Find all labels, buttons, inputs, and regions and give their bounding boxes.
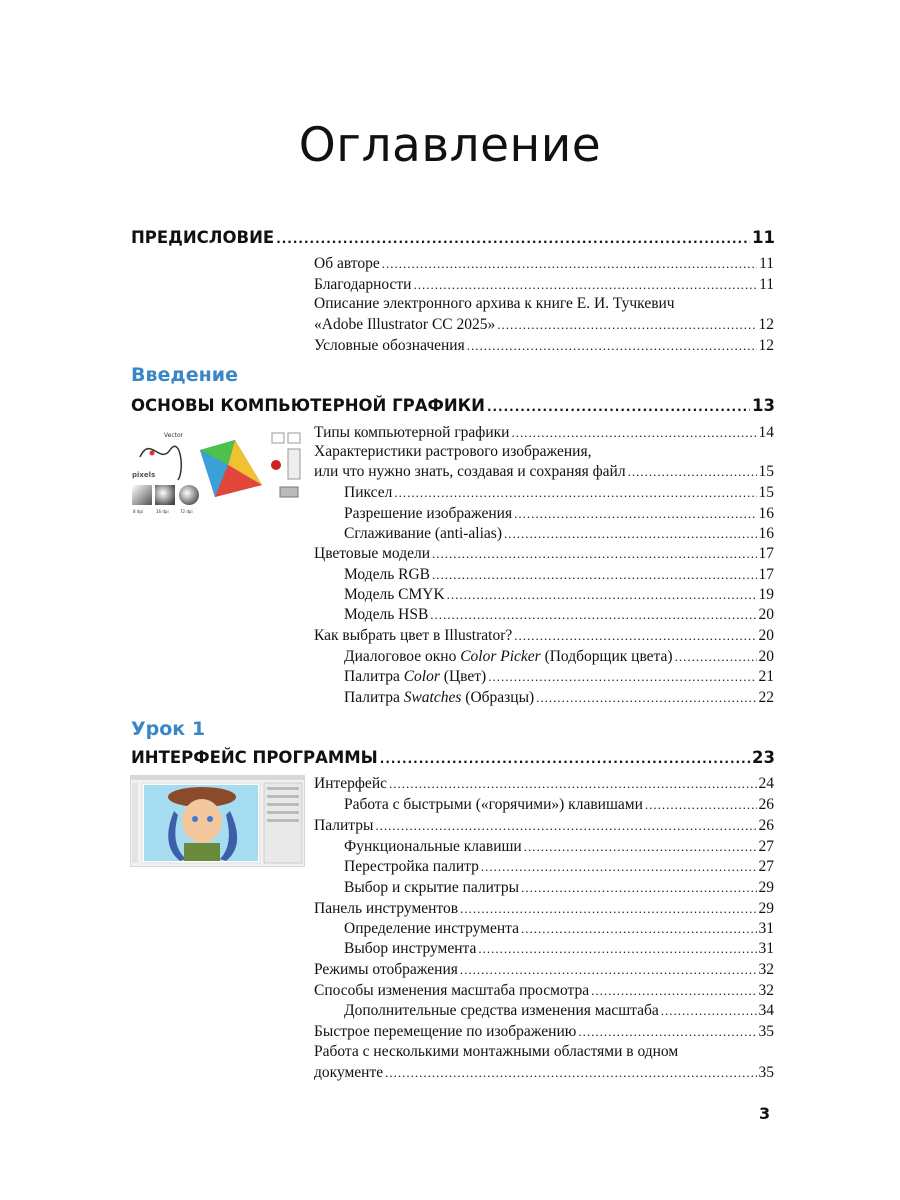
caption-72dpi: 72 dpi: [180, 509, 193, 514]
leader-dots: [460, 901, 756, 917]
toc-subentry[interactable]: [344, 689, 774, 710]
entry-page: 17: [758, 545, 774, 562]
entry-label: Выбор инструмента: [344, 940, 477, 957]
leader-dots: [514, 506, 756, 522]
leader-dots: [385, 1065, 756, 1081]
toc-subentry[interactable]: [344, 505, 774, 526]
entry-label: Условные обозначения: [314, 337, 465, 354]
leader-dots: [578, 1024, 756, 1040]
toc-entry[interactable]: [314, 627, 774, 648]
entry-label: Интерфейс: [314, 775, 387, 792]
toc-subentry[interactable]: [344, 668, 774, 689]
leader-dots: [504, 526, 757, 542]
entry-page: 31: [758, 920, 774, 937]
leader-dots: [447, 587, 757, 603]
toc-entry[interactable]: [314, 961, 774, 982]
toc-chapter-lesson1[interactable]: [131, 748, 775, 772]
toc-subentry[interactable]: [344, 606, 774, 627]
entry-page: 20: [758, 648, 774, 665]
toc-entry[interactable]: [314, 337, 774, 358]
toc-entry[interactable]: [314, 1023, 774, 1044]
toc-entry[interactable]: [314, 900, 774, 921]
leader-dots: [497, 317, 756, 333]
entry-page: 27: [758, 838, 774, 855]
panel-row: [267, 803, 299, 806]
toc-subentry[interactable]: [344, 858, 774, 879]
entry-page: 22: [758, 689, 774, 706]
graphics-types-illustration: [130, 425, 305, 515]
section-title-lesson1: Урок 1: [131, 718, 206, 740]
entry-label: Работа с быстрыми («горячими») клавишами: [344, 796, 643, 813]
tools-panel: [132, 783, 138, 863]
artwork-eye-right: [207, 816, 213, 822]
entry-page: 26: [758, 796, 774, 813]
entry-page: 31: [758, 940, 774, 957]
leader-dots: [413, 277, 757, 293]
toc-entry[interactable]: [314, 545, 774, 566]
toc-chapter-preface[interactable]: [131, 228, 775, 252]
entry-label: Модель RGB: [344, 566, 431, 583]
leader-dots: [628, 464, 757, 480]
entry-label: Палитра Swatches (Образцы): [344, 689, 535, 706]
leader-dots: [375, 818, 756, 834]
print-icon: [272, 433, 284, 443]
leader-dots: [460, 962, 757, 978]
toc-subentry[interactable]: [344, 525, 774, 546]
pixel-sample-low: [132, 485, 152, 505]
entry-page: 29: [758, 879, 774, 896]
entry-page: 19: [758, 586, 774, 603]
entry-page: 20: [758, 627, 774, 644]
entry-page: 21: [758, 668, 774, 685]
leader-dots: [467, 338, 757, 354]
entry-page: 32: [758, 961, 774, 978]
entry-page: 16: [758, 505, 774, 522]
entry-page: 15: [758, 463, 774, 480]
entry-label: Разрешение изображения: [344, 505, 513, 522]
apple-icon: [271, 460, 281, 470]
artwork-body: [184, 843, 220, 861]
entry-label: документе: [314, 1064, 384, 1081]
toc-subentry[interactable]: [344, 566, 774, 587]
entry-label: «Adobe Illustrator CC 2025»: [314, 316, 496, 333]
leader-dots: [380, 752, 750, 766]
entry-page: 35: [758, 1064, 774, 1081]
panel-row: [267, 811, 299, 814]
toc-chapter-intro[interactable]: [131, 396, 775, 420]
toc-subentry[interactable]: [344, 920, 774, 941]
chapter-label: ИНТЕРФЕЙС ПРОГРАММЫ: [131, 748, 378, 767]
monitor-icon: [288, 433, 300, 443]
entry-label: Типы компьютерной графики: [314, 424, 510, 441]
entry-label: Диалоговое окно Color Picker (Подборщик цвета): [344, 648, 673, 665]
entry-label: Определение инструмента: [344, 920, 519, 937]
entry-label: Быстрое перемещение по изображению: [314, 1023, 577, 1040]
entry-label-line1[interactable]: Характеристики растрового изображения,: [314, 443, 592, 460]
leader-dots: [432, 567, 756, 583]
entry-page: 14: [758, 424, 774, 441]
toc-subentry[interactable]: [344, 1002, 774, 1023]
entry-label: Пиксел: [344, 484, 393, 501]
toc-subentry[interactable]: [344, 879, 774, 900]
entry-label: Об авторе: [314, 255, 380, 272]
entry-label: Режимы отображения: [314, 961, 458, 978]
toc-entry[interactable]: [314, 276, 774, 297]
entry-label: Панель инструментов: [314, 900, 459, 917]
leader-dots: [521, 921, 757, 937]
leader-dots: [524, 839, 757, 855]
caption-16dpi: 16 dpi: [156, 509, 169, 514]
toc-entry[interactable]: [314, 982, 774, 1003]
toc-entry[interactable]: [314, 775, 774, 796]
toc-subentry[interactable]: [344, 586, 774, 607]
vector-label: Vector: [164, 432, 184, 439]
leader-dots: [481, 859, 757, 875]
leader-dots: [276, 232, 750, 246]
entry-page: 12: [758, 316, 774, 333]
entry-label: Модель HSB: [344, 606, 429, 623]
toc-entry[interactable]: [314, 255, 774, 276]
entry-page: 26: [758, 817, 774, 834]
entry-label: Перестройка палитр: [344, 858, 479, 875]
leader-dots: [488, 669, 756, 685]
leader-dots: [389, 776, 757, 792]
pixel-sample-mid: [155, 485, 175, 505]
entry-page: 32: [758, 982, 774, 999]
entry-page: 27: [758, 858, 774, 875]
entry-label-line1[interactable]: Работа с несколькими монтажными областями в одном: [314, 1043, 679, 1060]
printer-icon: [280, 487, 298, 497]
page-number: 3: [759, 1104, 771, 1123]
interface-screenshot: [130, 775, 305, 867]
toc-entry[interactable]: [314, 424, 774, 445]
leader-dots: [432, 546, 756, 562]
toolbar-icon: [288, 449, 300, 479]
leader-dots: [478, 941, 756, 957]
page-title: Оглавление: [298, 118, 602, 173]
entry-label: Способы изменения масштаба просмотра: [314, 982, 590, 999]
entry-page: 17: [758, 566, 774, 583]
entry-page: 24: [758, 775, 774, 792]
leader-dots: [661, 1003, 757, 1019]
chapter-page: 11: [752, 228, 775, 247]
menu-bar: [130, 775, 305, 780]
toc-entry[interactable]: [314, 463, 774, 484]
entry-label: Выбор и скрытие палитры: [344, 879, 520, 896]
anchor-point: [150, 451, 155, 456]
panel-row: [267, 819, 299, 822]
toc-entry[interactable]: [314, 1064, 774, 1085]
caption-8dpi: 8 dpi: [133, 509, 144, 514]
toc-subentry[interactable]: [344, 940, 774, 961]
leader-dots: [382, 256, 757, 272]
toc-subentry[interactable]: [344, 838, 774, 859]
leader-dots: [394, 485, 756, 501]
section-title-intro: Введение: [131, 364, 238, 386]
chapter-label: ПРЕДИСЛОВИЕ: [131, 228, 275, 247]
panel-row: [267, 787, 299, 790]
entry-page: 34: [758, 1002, 774, 1019]
leader-dots: [514, 628, 756, 644]
leader-dots: [591, 983, 756, 999]
entry-page: 12: [758, 337, 774, 354]
entry-label: Благодарности: [314, 276, 412, 293]
entry-page: 20: [758, 606, 774, 623]
entry-label-line1[interactable]: Описание электронного архива к книге Е. И. Тучкевич: [314, 295, 675, 312]
leader-dots: [521, 880, 756, 896]
entry-label: Модель CMYK: [344, 586, 445, 603]
entry-label: Как выбрать цвет в Illustrator?: [314, 627, 513, 644]
chapter-page: 13: [752, 396, 775, 415]
entry-page: 11: [759, 255, 774, 272]
entry-label: Дополнительные средства изменения масштаба: [344, 1002, 659, 1019]
leader-dots: [536, 690, 756, 706]
leader-dots: [511, 425, 756, 441]
entry-label: Функциональные клавиши: [344, 838, 522, 855]
entry-page: 11: [759, 276, 774, 293]
entry-label: Сглаживание (anti-alias): [344, 525, 502, 542]
pixel-sample-high: [179, 485, 199, 505]
leader-dots: [487, 400, 750, 414]
entry-label: Палитра Color (Цвет): [344, 668, 487, 685]
entry-label: Цветовые модели: [314, 545, 431, 562]
pixels-label: pixels: [132, 471, 156, 479]
leader-dots: [645, 797, 757, 813]
leader-dots: [430, 607, 756, 623]
entry-page: 29: [758, 900, 774, 917]
toc-subentry[interactable]: [344, 484, 774, 505]
toc-subentry[interactable]: [344, 648, 774, 669]
chapter-label: ОСНОВЫ КОМПЬЮТЕРНОЙ ГРАФИКИ: [131, 396, 485, 415]
leader-dots: [675, 649, 757, 665]
panel-row: [267, 795, 299, 798]
entry-label: Палитры: [314, 817, 374, 834]
entry-label: или что нужно знать, создавая и сохраняя файл: [314, 463, 626, 480]
artwork-face: [182, 799, 222, 843]
toc-entry[interactable]: [314, 316, 774, 337]
entry-page: 16: [758, 525, 774, 542]
entry-page: 15: [758, 484, 774, 501]
artwork-eye-left: [192, 816, 198, 822]
toc-subentry[interactable]: [344, 796, 774, 817]
entry-page: 35: [758, 1023, 774, 1040]
toc-entry[interactable]: [314, 817, 774, 838]
chapter-page: 23: [752, 748, 775, 767]
